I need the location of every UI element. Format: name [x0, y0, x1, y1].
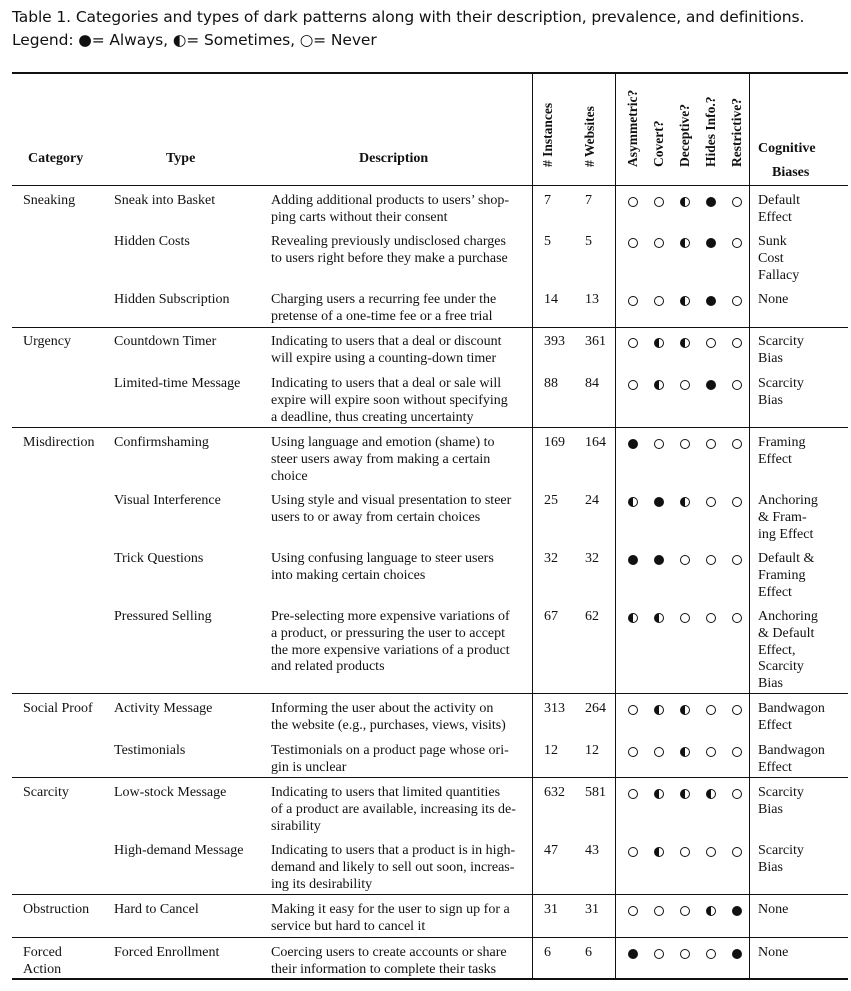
instances-count: 6 [544, 945, 551, 960]
column-divider [532, 72, 533, 979]
attribute-never-icon [706, 613, 716, 623]
attribute-sometimes-icon [680, 789, 690, 799]
bias-text: Scarcity [758, 376, 804, 391]
type-label: Sneak into Basket [114, 193, 216, 208]
column-divider [749, 72, 750, 979]
websites-count: 164 [585, 435, 606, 450]
category-label: Misdirection [23, 435, 95, 450]
attribute-never-icon [732, 555, 742, 565]
description-text: sirability [271, 818, 321, 834]
description-text: Using confusing language to steer users [271, 551, 494, 566]
attribute-always-icon [654, 497, 664, 507]
bias-text: Cost [758, 250, 784, 266]
websites-count: 581 [585, 785, 606, 800]
description-text: Pre-selecting more expensive variations of [271, 609, 510, 624]
table-top-rule [12, 72, 848, 74]
websites-count: 43 [585, 843, 599, 858]
description-text: Indicating to users that limited quantities [271, 785, 501, 800]
bias-text: Bias [758, 859, 783, 875]
group-rule [12, 937, 848, 938]
attribute-never-icon [628, 296, 638, 306]
bias-text: Scarcity [758, 334, 804, 349]
type-label: Hidden Subscription [114, 292, 230, 307]
attribute-never-icon [732, 296, 742, 306]
type-label: Activity Message [114, 701, 213, 716]
description-text: Indicating to users that a product is in high- [271, 843, 516, 858]
description-text: Indicating to users that a deal or sale will [271, 376, 502, 391]
type-label: Forced Enrollment [114, 945, 220, 960]
group-rule [12, 693, 848, 694]
bias-text: None [758, 902, 789, 917]
description-text: Using style and visual presentation to steer [271, 493, 512, 508]
attribute-never-icon [706, 747, 716, 757]
websites-count: 24 [585, 493, 599, 508]
type-label: Testimonials [114, 743, 186, 758]
group-rule [12, 777, 848, 778]
bias-text: Effect [758, 717, 792, 733]
header-rule [12, 185, 848, 186]
bias-text: Fallacy [758, 267, 800, 283]
bias-text: Default [758, 193, 800, 208]
attribute-never-icon [628, 380, 638, 390]
attribute-sometimes-icon [680, 747, 690, 757]
header-hides-info: Hides Info.? [703, 96, 718, 167]
type-label: Visual Interference [114, 493, 221, 508]
description-text: Adding additional products to users’ shop- [271, 193, 510, 208]
attribute-sometimes-icon [654, 613, 664, 623]
attribute-never-icon [706, 497, 716, 507]
bias-text: Bias [758, 676, 783, 692]
bias-text: Scarcity [758, 659, 804, 675]
type-label: Hidden Costs [114, 234, 190, 249]
attribute-never-icon [628, 906, 638, 916]
attribute-always-icon [628, 555, 638, 565]
description-text: demand and likely to sell out soon, increas- [271, 859, 515, 875]
instances-count: 47 [544, 843, 558, 858]
category-label: Urgency [23, 334, 71, 349]
description-text: service but hard to cancel it [271, 918, 426, 934]
description-text: will expire using a counting-down timer [271, 350, 497, 366]
column-divider [615, 72, 616, 979]
description-text: gin is unclear [271, 759, 347, 775]
instances-count: 393 [544, 334, 565, 349]
instances-count: 632 [544, 785, 565, 800]
header-asymmetric: Asymmetric? [625, 89, 640, 167]
attribute-never-icon [680, 555, 690, 565]
header-restrictive: Restrictive? [729, 98, 744, 167]
instances-count: 31 [544, 902, 558, 917]
instances-count: 313 [544, 701, 565, 716]
attribute-never-icon [628, 197, 638, 207]
description-text: pretense of a one-time fee or a free trial [271, 308, 493, 324]
description-text: Making it easy for the user to sign up for a [271, 902, 510, 917]
attribute-sometimes-icon [706, 789, 716, 799]
category-label: Sneaking [23, 193, 76, 208]
description-text: ping carts without their consent [271, 209, 448, 225]
attribute-always-icon [628, 949, 638, 959]
description-text: Revealing previously undisclosed charges [271, 234, 506, 249]
description-text: into making certain choices [271, 567, 426, 583]
attribute-always-icon [732, 949, 742, 959]
description-text: Testimonials on a product page whose ori- [271, 743, 509, 758]
bias-text: Default & [758, 551, 815, 566]
attribute-sometimes-icon [680, 497, 690, 507]
group-rule [12, 894, 848, 895]
description-text: Charging users a recurring fee under the [271, 292, 497, 307]
header-biases: Biases [772, 165, 810, 180]
attribute-sometimes-icon [654, 380, 664, 390]
header-type: Type [166, 151, 196, 166]
websites-count: 62 [585, 609, 599, 624]
type-label: Limited-time Message [114, 376, 241, 391]
websites-count: 6 [585, 945, 592, 960]
type-label: Low-stock Message [114, 785, 227, 800]
attribute-never-icon [628, 789, 638, 799]
type-label: Confirmshaming [114, 435, 209, 450]
header-websites: # Websites [582, 106, 597, 167]
attribute-never-icon [628, 847, 638, 857]
attribute-never-icon [680, 906, 690, 916]
bias-text: Framing [758, 435, 806, 450]
attribute-never-icon [628, 747, 638, 757]
header-instances: # Instances [540, 102, 555, 167]
websites-count: 264 [585, 701, 606, 716]
instances-count: 7 [544, 193, 551, 208]
bias-text: Bias [758, 392, 783, 408]
attribute-sometimes-icon [680, 338, 690, 348]
bias-text: Bias [758, 350, 783, 366]
attribute-never-icon [654, 197, 664, 207]
websites-count: 361 [585, 334, 606, 349]
attribute-never-icon [628, 705, 638, 715]
attribute-never-icon [706, 949, 716, 959]
attribute-sometimes-icon [654, 705, 664, 715]
instances-count: 67 [544, 609, 558, 624]
description-text: Indicating to users that a deal or discount [271, 334, 502, 349]
description-text: steer users away from making a certain [271, 451, 491, 467]
description-text: ing its desirability [271, 876, 373, 892]
attribute-always-icon [706, 296, 716, 306]
bias-text: Bandwagon [758, 701, 825, 716]
instances-count: 88 [544, 376, 558, 391]
attribute-always-icon [706, 380, 716, 390]
attribute-never-icon [680, 439, 690, 449]
attribute-never-icon [732, 789, 742, 799]
category-label: Forced [23, 945, 62, 960]
attribute-sometimes-icon [654, 789, 664, 799]
bias-text: Scarcity [758, 785, 804, 800]
description-text: and related products [271, 659, 385, 675]
bias-text: Effect, [758, 642, 796, 658]
description-text: the more expensive variations of a product [271, 642, 510, 658]
type-label: Hard to Cancel [114, 902, 199, 917]
instances-count: 169 [544, 435, 565, 450]
attribute-never-icon [732, 747, 742, 757]
header-description: Description [359, 151, 429, 166]
bias-text: Framing [758, 567, 806, 583]
header-cognitive: Cognitive [758, 141, 816, 156]
websites-count: 5 [585, 234, 592, 249]
bias-text: Bias [758, 801, 783, 817]
bias-text: Effect [758, 759, 792, 775]
attribute-never-icon [654, 439, 664, 449]
attribute-always-icon [732, 906, 742, 916]
type-label: Countdown Timer [114, 334, 217, 349]
bias-text: Anchoring [758, 493, 818, 508]
attribute-never-icon [680, 949, 690, 959]
table-caption [12, 6, 842, 52]
attribute-sometimes-icon [654, 847, 664, 857]
bias-text: & Fram- [758, 509, 807, 525]
attribute-never-icon [654, 296, 664, 306]
description-text: their information to complete their tasks [271, 961, 497, 977]
bias-text: Scarcity [758, 843, 804, 858]
attribute-never-icon [654, 949, 664, 959]
websites-count: 12 [585, 743, 599, 758]
bias-text: & Default [758, 625, 815, 641]
description-text: choice [271, 468, 308, 484]
type-label: High-demand Message [114, 843, 244, 858]
attribute-never-icon [680, 613, 690, 623]
type-label: Pressured Selling [114, 609, 212, 624]
bias-text: None [758, 945, 789, 960]
description-text: Informing the user about the activity on [271, 701, 494, 716]
attribute-never-icon [732, 439, 742, 449]
category-label: Obstruction [23, 902, 90, 917]
attribute-never-icon [654, 906, 664, 916]
description-text: Using language and emotion (shame) to [271, 435, 495, 450]
description-text: a deadline, thus creating uncertainty [271, 409, 474, 425]
attribute-never-icon [706, 847, 716, 857]
attribute-never-icon [706, 555, 716, 565]
instances-count: 5 [544, 234, 551, 249]
attribute-never-icon [732, 497, 742, 507]
bias-text: Bandwagon [758, 743, 825, 758]
header-category: Category [28, 151, 84, 166]
bias-text: Effect [758, 209, 792, 225]
description-text: of a product are available, increasing its de- [271, 801, 516, 817]
description-text: to users right before they make a purchase [271, 250, 508, 266]
websites-count: 13 [585, 292, 599, 307]
category-label: Action [23, 961, 62, 977]
attribute-never-icon [732, 380, 742, 390]
attribute-never-icon [732, 705, 742, 715]
attribute-sometimes-icon [628, 497, 638, 507]
caption-legend: Legend: ●= Always, ◐= Sometimes, ○= Never [12, 31, 377, 49]
header-covert: Covert? [651, 120, 666, 167]
instances-count: 14 [544, 292, 558, 307]
type-label: Trick Questions [114, 551, 204, 566]
attribute-never-icon [680, 380, 690, 390]
attribute-sometimes-icon [680, 197, 690, 207]
attribute-never-icon [732, 197, 742, 207]
description-text: Coercing users to create accounts or share [271, 945, 507, 960]
attribute-never-icon [628, 338, 638, 348]
bias-text: ing Effect [758, 526, 814, 542]
bias-text: Effect [758, 451, 792, 467]
bias-text: None [758, 292, 789, 307]
group-rule [12, 427, 848, 428]
bias-text: Anchoring [758, 609, 818, 624]
attribute-sometimes-icon [680, 296, 690, 306]
category-label: Scarcity [23, 785, 69, 800]
description-text: the website (e.g., purchases, views, visits) [271, 717, 506, 733]
attribute-never-icon [732, 847, 742, 857]
attribute-always-icon [706, 197, 716, 207]
attribute-never-icon [732, 338, 742, 348]
attribute-never-icon [654, 747, 664, 757]
category-label: Social Proof [23, 701, 93, 716]
attribute-never-icon [706, 705, 716, 715]
attribute-never-icon [680, 847, 690, 857]
websites-count: 31 [585, 902, 599, 917]
attribute-never-icon [706, 439, 716, 449]
attribute-always-icon [628, 439, 638, 449]
attribute-sometimes-icon [654, 338, 664, 348]
attribute-never-icon [628, 238, 638, 248]
attribute-never-icon [732, 238, 742, 248]
attribute-sometimes-icon [680, 238, 690, 248]
websites-count: 7 [585, 193, 592, 208]
attribute-never-icon [706, 338, 716, 348]
attribute-always-icon [706, 238, 716, 248]
instances-count: 32 [544, 551, 558, 566]
attribute-sometimes-icon [706, 906, 716, 916]
attribute-sometimes-icon [680, 705, 690, 715]
attribute-never-icon [654, 238, 664, 248]
description-text: a product, or pressuring the user to accept [271, 625, 506, 641]
header-deceptive: Deceptive? [677, 104, 692, 167]
description-text: expire will expire soon without specifying [271, 392, 508, 408]
attribute-sometimes-icon [628, 613, 638, 623]
attribute-never-icon [732, 613, 742, 623]
websites-count: 32 [585, 551, 599, 566]
instances-count: 25 [544, 493, 558, 508]
instances-count: 12 [544, 743, 558, 758]
caption-title: Table 1. Categories and types of dark patterns along with their description, prevalence, and definitions. [12, 8, 805, 26]
group-rule [12, 327, 848, 328]
bias-text: Sunk [758, 234, 787, 249]
bias-text: Effect [758, 584, 792, 600]
description-text: users to or away from certain choices [271, 509, 481, 525]
attribute-always-icon [654, 555, 664, 565]
websites-count: 84 [585, 376, 599, 391]
